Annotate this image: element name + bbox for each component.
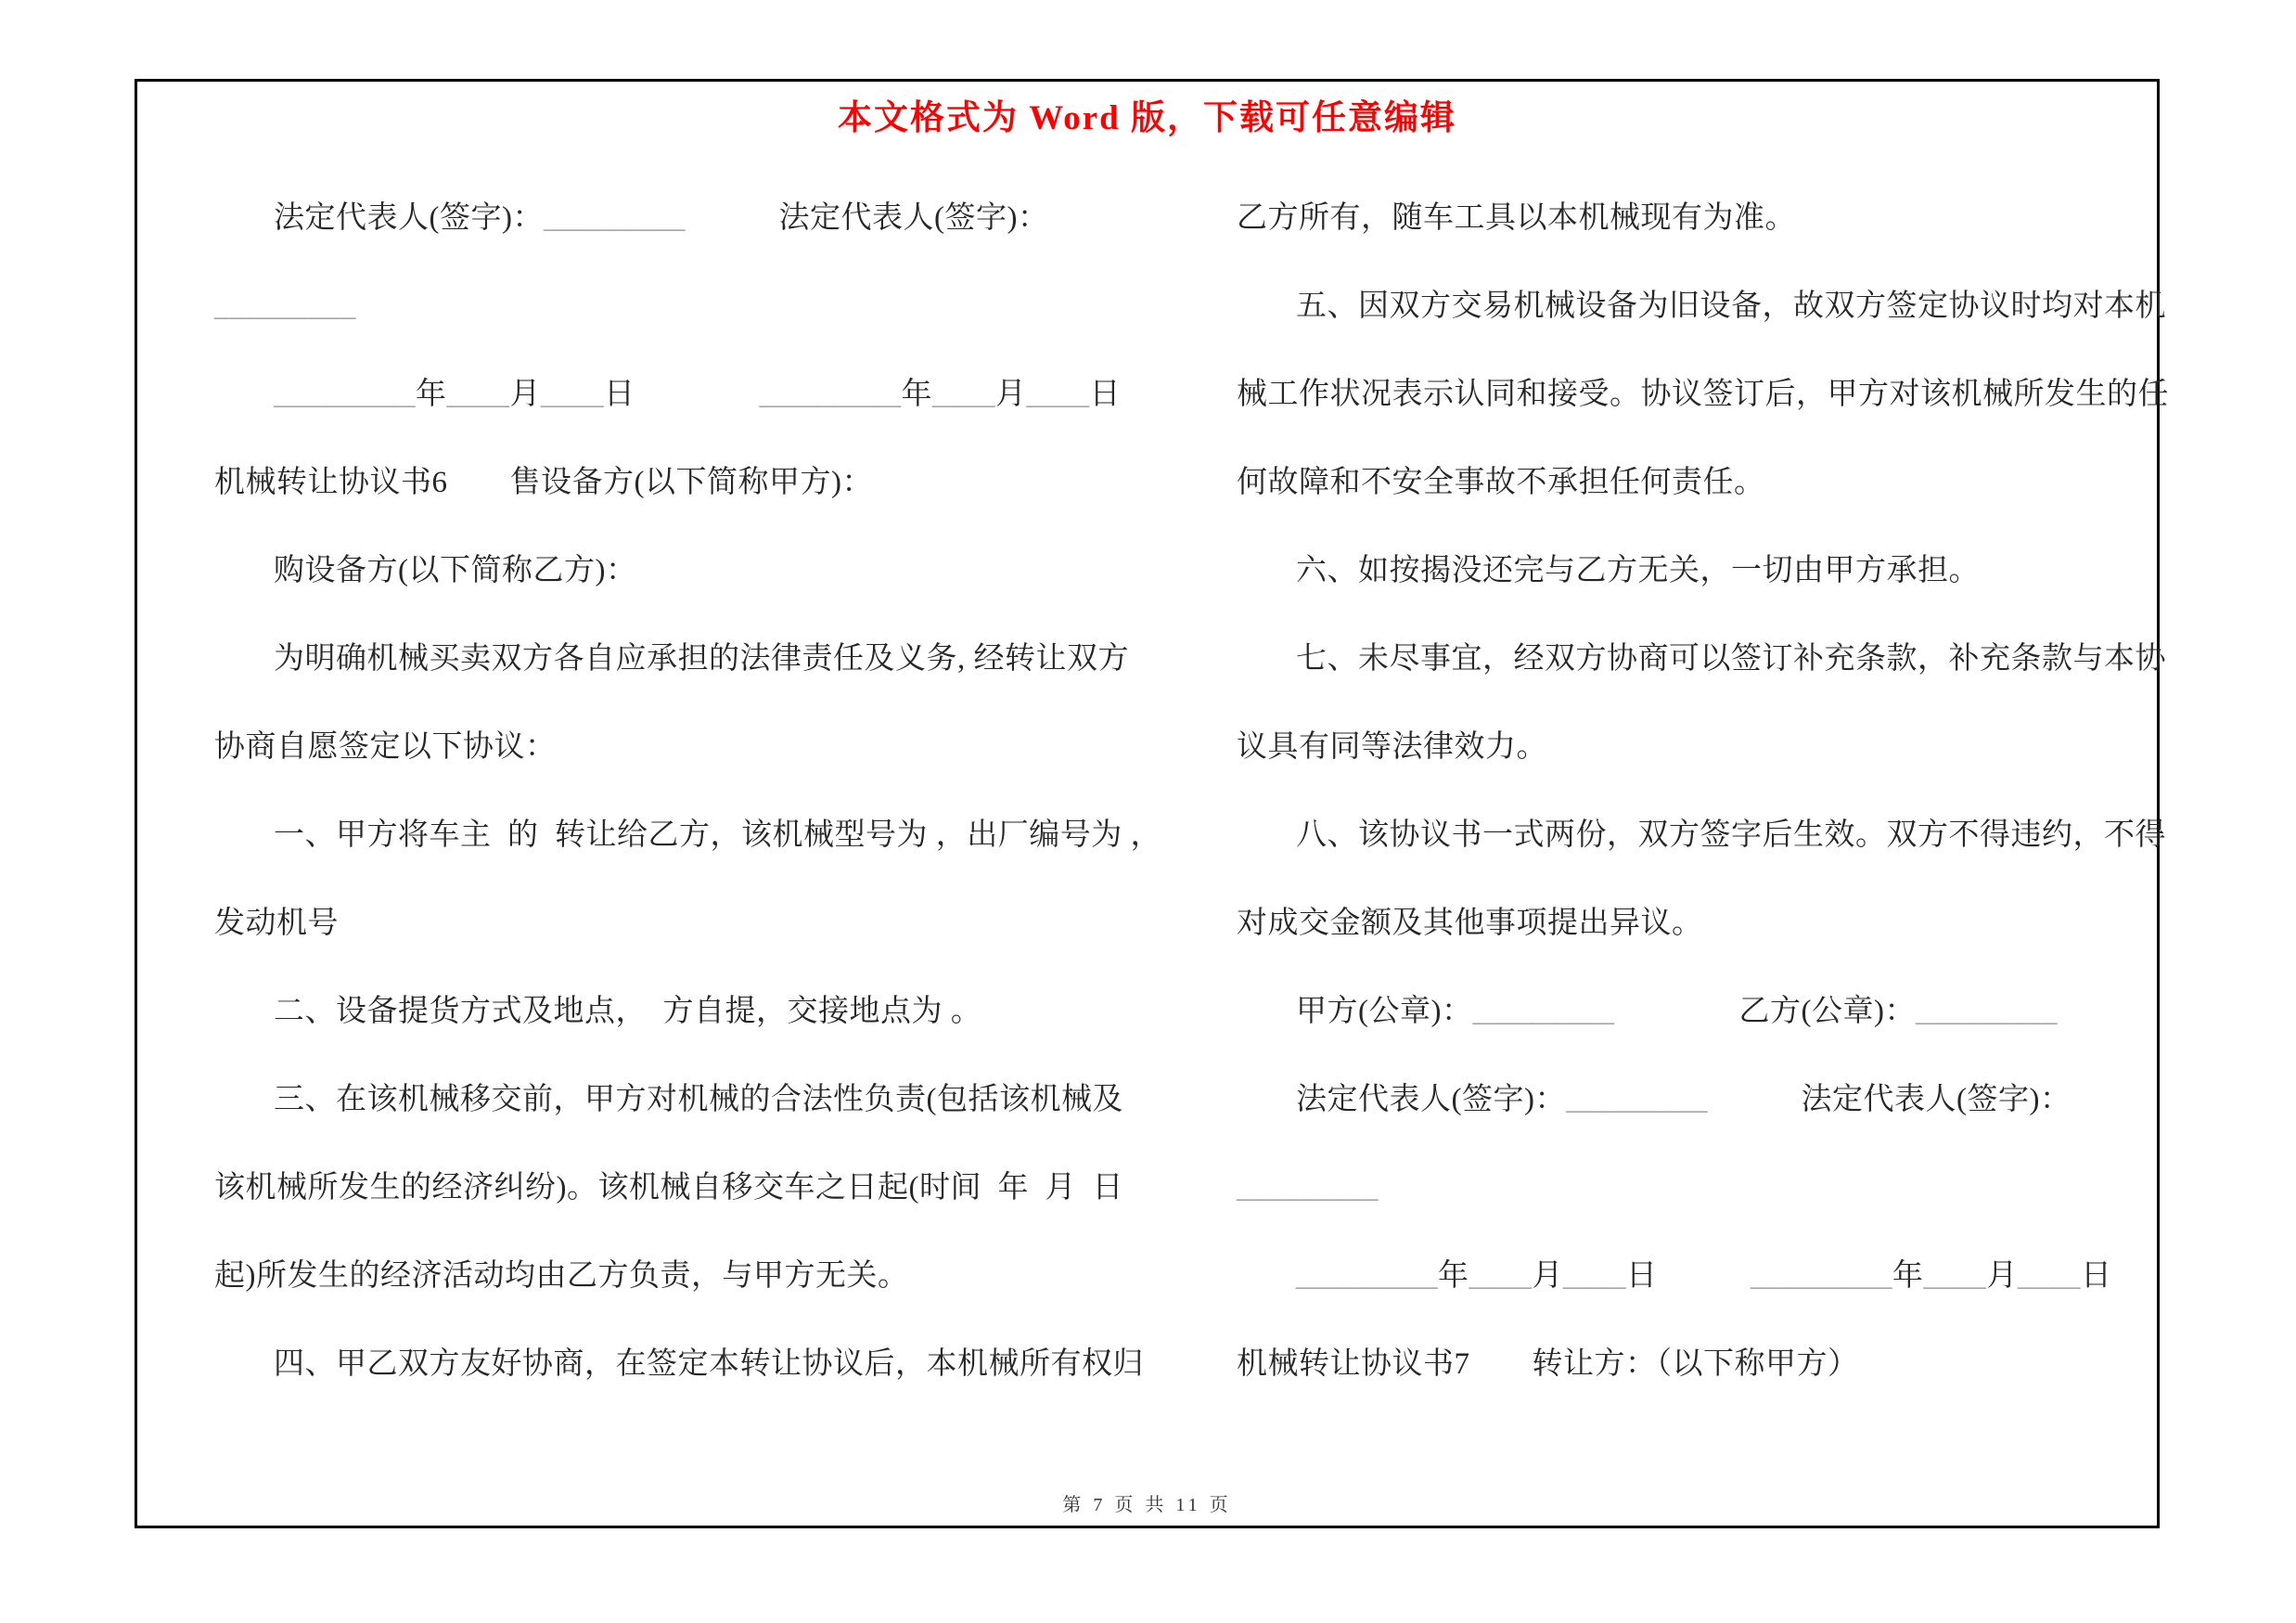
- text-line: 甲方(公章)：_________ 乙方(公章)：_________: [1296, 995, 2058, 1028]
- blank-underscore: ____: [2018, 1259, 2081, 1293]
- text-line: 乙方所有，随车工具以本机械现有为准。: [1237, 201, 1796, 235]
- blank-underscore: _________: [1915, 995, 2058, 1028]
- blank-underscore: _________: [1237, 1171, 1379, 1204]
- text-line: 八、该协议书一式两份，双方签字后生效。双方不得违约，不得: [1296, 818, 2166, 852]
- text-line: 为明确机械买卖双方各自应承担的法律责任及义务, 经转让双方: [274, 642, 1129, 676]
- text-line: 械工作状况表示认同和接受。协议签订后，甲方对该机械所发生的任: [1237, 378, 2169, 411]
- text-line: 发动机号: [214, 907, 339, 940]
- text-line: 对成交金额及其他事项提出异议。: [1237, 907, 1703, 940]
- text-line: 机械转让协议书7 转让方：（以下称甲方）: [1237, 1347, 1859, 1381]
- text-line: 五、因双方交易机械设备为旧设备，故双方签定协议时均对本机: [1296, 290, 2166, 323]
- blank-underscore: ____: [1469, 1259, 1533, 1293]
- page-number-footer: 第 7 页 共 11 页: [1062, 1495, 1232, 1515]
- text-line: 一、甲方将车主 的 转让给乙方，该机械型号为 ，出厂编号为 ，: [274, 818, 1161, 852]
- blank-underscore: _________: [759, 378, 902, 411]
- text-line: [214, 263, 1184, 351]
- page-border-frame: [135, 79, 2169, 1528]
- text-line: 四、甲乙双方友好协商，在签定本转让协议后，本机械所有权归: [274, 1347, 1144, 1381]
- text-line: 六、如按揭没还完与乙方无关，一切由甲方承担。: [1296, 554, 1980, 587]
- blank-underscore: ____: [446, 378, 510, 411]
- left-text-column: [214, 174, 1184, 1409]
- blank-underscore: _________: [274, 378, 416, 411]
- text-line: 议具有同等法律效力。: [1237, 730, 1547, 764]
- blank-underscore: _________: [1296, 1259, 1438, 1293]
- blank-underscore: _________: [1565, 1083, 1708, 1116]
- text-line: 何故障和不安全事故不承担任何责任。: [1237, 466, 1765, 499]
- blank-underscore: _________: [1751, 1259, 1892, 1293]
- blank-underscore: ____: [541, 378, 604, 411]
- blank-underscore: ____: [1563, 1259, 1626, 1293]
- blank-underscore: ____: [1026, 378, 1090, 411]
- text-line: 二、设备提货方式及地点， 方自提，交接地点为 。: [274, 995, 982, 1028]
- text-line: 三、在该机械移交前，甲方对机械的合法性负责(包括该机械及: [274, 1083, 1123, 1116]
- text-line: 法定代表人(签字)：_________ 法定代表人(签字)：: [274, 201, 1049, 235]
- text-line: 七、未尽事宜，经双方协商可以签订补充条款，补充条款与本协: [1296, 642, 2166, 676]
- text-line: 协商自愿签定以下协议：: [214, 730, 557, 764]
- text-line: 购设备方(以下简称乙方)：: [274, 554, 637, 587]
- word-format-notice: 本文格式为 Word 版，下载可任意编辑: [838, 99, 1456, 137]
- blank-underscore: _________: [1472, 995, 1615, 1028]
- text-line: 起)所发生的经济活动均由乙方负责，与甲方无关。: [214, 1259, 909, 1293]
- text-line: 法定代表人(签字)：_________ 法定代表人(签字)：: [1296, 1083, 2072, 1116]
- text-line: 该机械所发生的经济纠纷)。该机械自移交车之日起(时间 年 月 日: [214, 1171, 1123, 1204]
- blank-underscore: _________: [214, 290, 356, 323]
- blank-underscore: _________: [543, 201, 686, 235]
- text-line: 机械转让协议书6 售设备方(以下简称甲方)：: [214, 466, 873, 499]
- blank-underscore: ____: [1923, 1259, 1987, 1293]
- text-line: _________年____月____日 _________年____月____日: [274, 378, 1121, 411]
- blank-underscore: ____: [932, 378, 995, 411]
- text-line: _________年____月____日 _________年____月____日: [1296, 1259, 2112, 1293]
- right-text-column: [1237, 174, 2174, 1409]
- text-line: [1237, 1144, 2174, 1232]
